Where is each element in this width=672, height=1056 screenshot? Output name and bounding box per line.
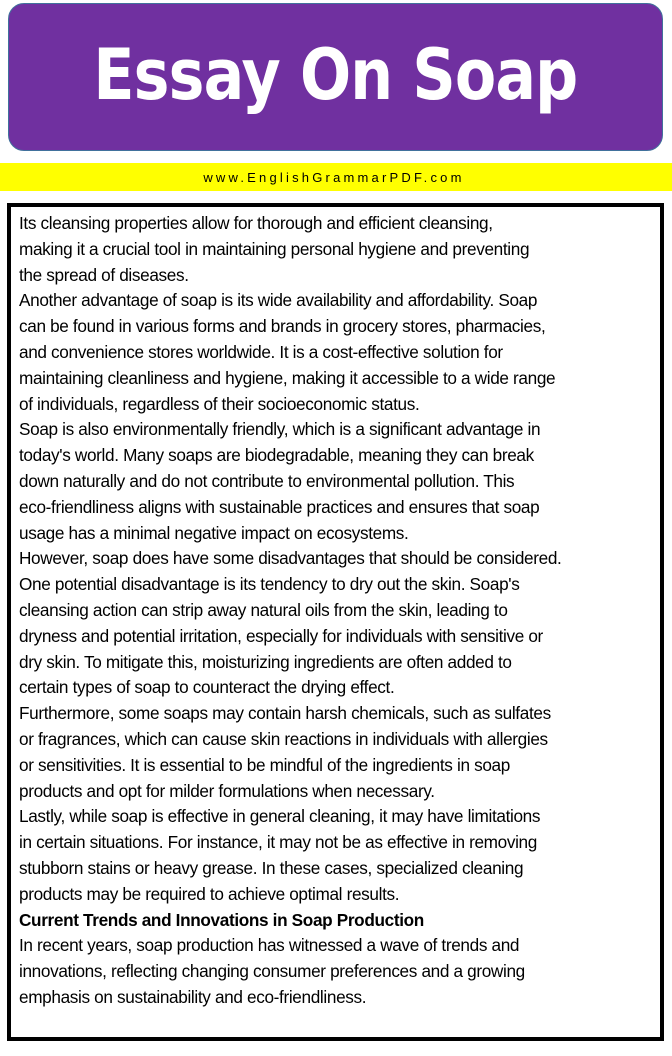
essay-line: making it a crucial tool in maintaining personal hygiene and preventing bbox=[19, 238, 530, 259]
essay-line: innovations, reflecting changing consumer preferences and a growing bbox=[19, 961, 525, 982]
essay-line: Soap is also environmentally friendly, which is a significant advantage in bbox=[19, 419, 541, 440]
essay-line: dry skin. To mitigate this, moisturizing ingredients are often added to bbox=[19, 651, 512, 672]
essay-line: Lastly, while soap is effective in general cleaning, it may have limitations bbox=[19, 806, 541, 827]
essay-line: emphasis on sustainability and eco-friendliness. bbox=[19, 986, 367, 1007]
essay-line: the spread of diseases. bbox=[19, 264, 189, 285]
website-url-band bbox=[0, 163, 672, 191]
essay-line: cleansing action can strip away natural oils from the skin, leading to bbox=[19, 599, 508, 620]
essay-line: stubborn stains or heavy grease. In these cases, specialized cleaning bbox=[19, 857, 524, 878]
essay-line: One potential disadvantage is its tendency to dry out the skin. Soap's bbox=[19, 574, 520, 595]
essay-line: usage has a minimal negative impact on ecosystems. bbox=[19, 522, 409, 543]
essay-line: Its cleansing properties allow for thorough and efficient cleansing, bbox=[19, 213, 493, 233]
essay-line: today's world. Many soaps are biodegradable, meaning they can break bbox=[19, 445, 534, 466]
essay-line: or fragrances, which can cause skin reactions in individuals with allergies bbox=[19, 728, 548, 749]
essay-line: Another advantage of soap is its wide availability and affordability. Soap bbox=[19, 290, 538, 311]
essay-line: in certain situations. For instance, it may not be as effective in removing bbox=[19, 832, 537, 853]
essay-line: down naturally and do not contribute to environmental pollution. This bbox=[19, 470, 515, 491]
essay-line: products may be required to achieve optimal results. bbox=[19, 883, 400, 904]
essay-line: maintaining cleanliness and hygiene, making it accessible to a wide range bbox=[19, 367, 556, 388]
title-banner bbox=[8, 3, 663, 151]
website-url: www.EnglishGrammarPDF.com bbox=[203, 169, 465, 185]
essay-line: can be found in various forms and brands in grocery stores, pharmacies, bbox=[19, 316, 546, 337]
essay-line: and convenience stores worldwide. It is a cost-effective solution for bbox=[19, 341, 503, 362]
essay-line: eco-friendliness aligns with sustainable practices and ensures that soap bbox=[19, 496, 540, 517]
essay-line: However, soap does have some disadvantages that should be considered. bbox=[19, 548, 562, 569]
essay-line: or sensitivities. It is essential to be mindful of the ingredients in soap bbox=[19, 754, 510, 775]
essay-line: of individuals, regardless of their socioeconomic status. bbox=[19, 393, 420, 414]
essay-line: dryness and potential irritation, especially for individuals with sensitive or bbox=[19, 625, 543, 646]
page-title: Essay On Soap bbox=[93, 34, 578, 116]
section-heading: Current Trends and Innovations in Soap Production bbox=[19, 909, 424, 930]
essay-line: products and opt for milder formulations when necessary. bbox=[19, 780, 435, 801]
essay-line: In recent years, soap production has witnessed a wave of trends and bbox=[19, 935, 520, 956]
essay-text-box bbox=[7, 203, 664, 1041]
essay-line: certain types of soap to counteract the drying effect. bbox=[19, 677, 395, 698]
essay-line: Furthermore, some soaps may contain harsh chemicals, such as sulfates bbox=[19, 703, 551, 724]
